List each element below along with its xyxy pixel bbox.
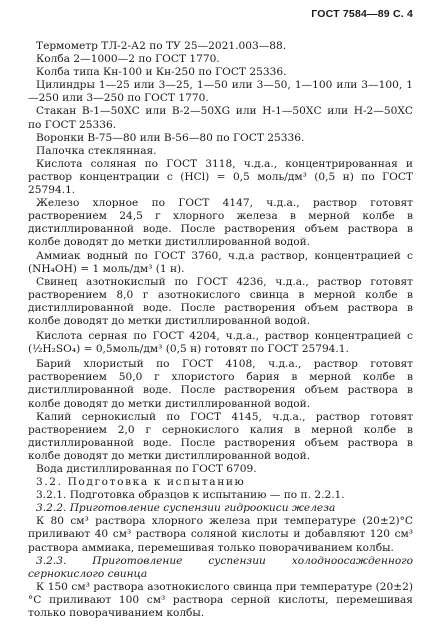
paragraph-cylinders: Цилиндры 1—25 или 3—25, 1—50 или 3—50, 1—100 или 3—100, 1—250 или 3—250 по ГОСТ 1770. xyxy=(28,79,413,105)
paragraph-lead-sulfate-procedure: К 150 см³ раствора азотнокислого свинца при температуре (20±2)°С приливают 100 см³ раствора серной кислоты, перемешивая только поворачиванием колбы. xyxy=(28,580,413,620)
paragraph-ammonia: Аммиак водный по ГОСТ 3760, ч.д.а раствор, концентрацией с (NH₄OH) = 1 моль/дм³ (1 н). xyxy=(28,249,413,275)
paragraph-iron-hydroxide-procedure: К 80 см³ раствора хлорного железа при температуре (20±2)°С приливают 40 см³ раствора соляной кислоты и добавляют 120 см³ раствора аммиака, перемешивая только поворачиванием колбы. xyxy=(28,515,413,554)
paragraph-lead-nitrate: Свинец азотнокислый по ГОСТ 4236, ч.д.а., раствор готовят растворением 8,0 г азотнокислого свинца в мерной колбе в дистиллированной воде. После растворения объем раствора в колбе доводят до метки дистиллированной водой. xyxy=(28,275,413,327)
paragraph-hydrochloric-acid: Кислота соляная по ГОСТ 3118, ч.д.а., концентрированная и раствор концентрации с (HCl) = 0,5 моль/дм³ (0,5 н) по ГОСТ 25794.1. xyxy=(28,157,413,197)
section-heading-preparation: 3.2. Подготовка к испытанию xyxy=(36,476,246,489)
paragraph-potassium-sulfate: Калий сернокислый по ГОСТ 4145, ч.д.а., раствор готовят растворением 2,0 г сернокислого калия в мерной колбе в дистиллированной воде. После растворения объем раствора в колбе доводят до метки дистиллированной водой. xyxy=(28,410,413,462)
paragraph-glass-rod: Палочка стеклянная. xyxy=(36,144,157,157)
paragraph-sample-preparation: 3.2.1. Подготовка образцов к испытанию — по п. 2.2.1. xyxy=(36,489,345,502)
paragraph-beaker: Стакан В-1—50ХС или В-2—50ХG или Н-1—50ХС или Н-2—50ХС по ГОСТ 25336. xyxy=(28,105,413,131)
paragraph-ferric-chloride: Железо хлорное по ГОСТ 4147, ч.д.а., раствор готовят растворением 24,5 г хлорного железа в мерной колбе в дистиллированной воде. После растворения объем раствора в колбе доводят до метки дистиллированной водой. xyxy=(28,197,413,249)
subheading-iron-hydroxide: 3.2.2. Приготовление суспензии гидроокиси железа xyxy=(36,502,336,515)
paragraph-sulfuric-acid: Кислота серная по ГОСТ 4204, ч.д.а., раствор концентрацией с (½H₂SO₄) = 0,5моль/дм³ (0,5 н) готовят по ГОСТ 25794.1. xyxy=(28,330,413,356)
page-header: ГОСТ 7584—89 С. 4 xyxy=(311,8,413,20)
paragraph-flask: Колба 2—1000—2 по ГОСТ 1770. xyxy=(36,53,220,66)
paragraph-distilled-water: Вода дистиллированная по ГОСТ 6709. xyxy=(36,463,257,475)
paragraph-thermometer: Термометр ТЛ-2-А2 по ТУ 25—2021.003—88. xyxy=(36,40,287,52)
paragraph-barium-chloride: Барий хлористый по ГОСТ 4108, ч.д.а., раствор готовят растворением 50,0 г хлористого бария в мерной колбе в дистиллированной воде. После растворения объем раствора в колбе доводят до метки дистиллированной водой. xyxy=(28,358,413,410)
subheading-lead-sulfate: 3.2.3. Приготовление суспензии холодноосажденного сернокислого свинца xyxy=(28,554,413,580)
paragraph-flask-type: Колба типа Кн-100 и Кн-250 по ГОСТ 25336. xyxy=(36,66,287,79)
document-body xyxy=(28,40,413,620)
paragraph-funnels: Воронки В-75—80 или В-56—80 по ГОСТ 25336. xyxy=(36,131,305,144)
